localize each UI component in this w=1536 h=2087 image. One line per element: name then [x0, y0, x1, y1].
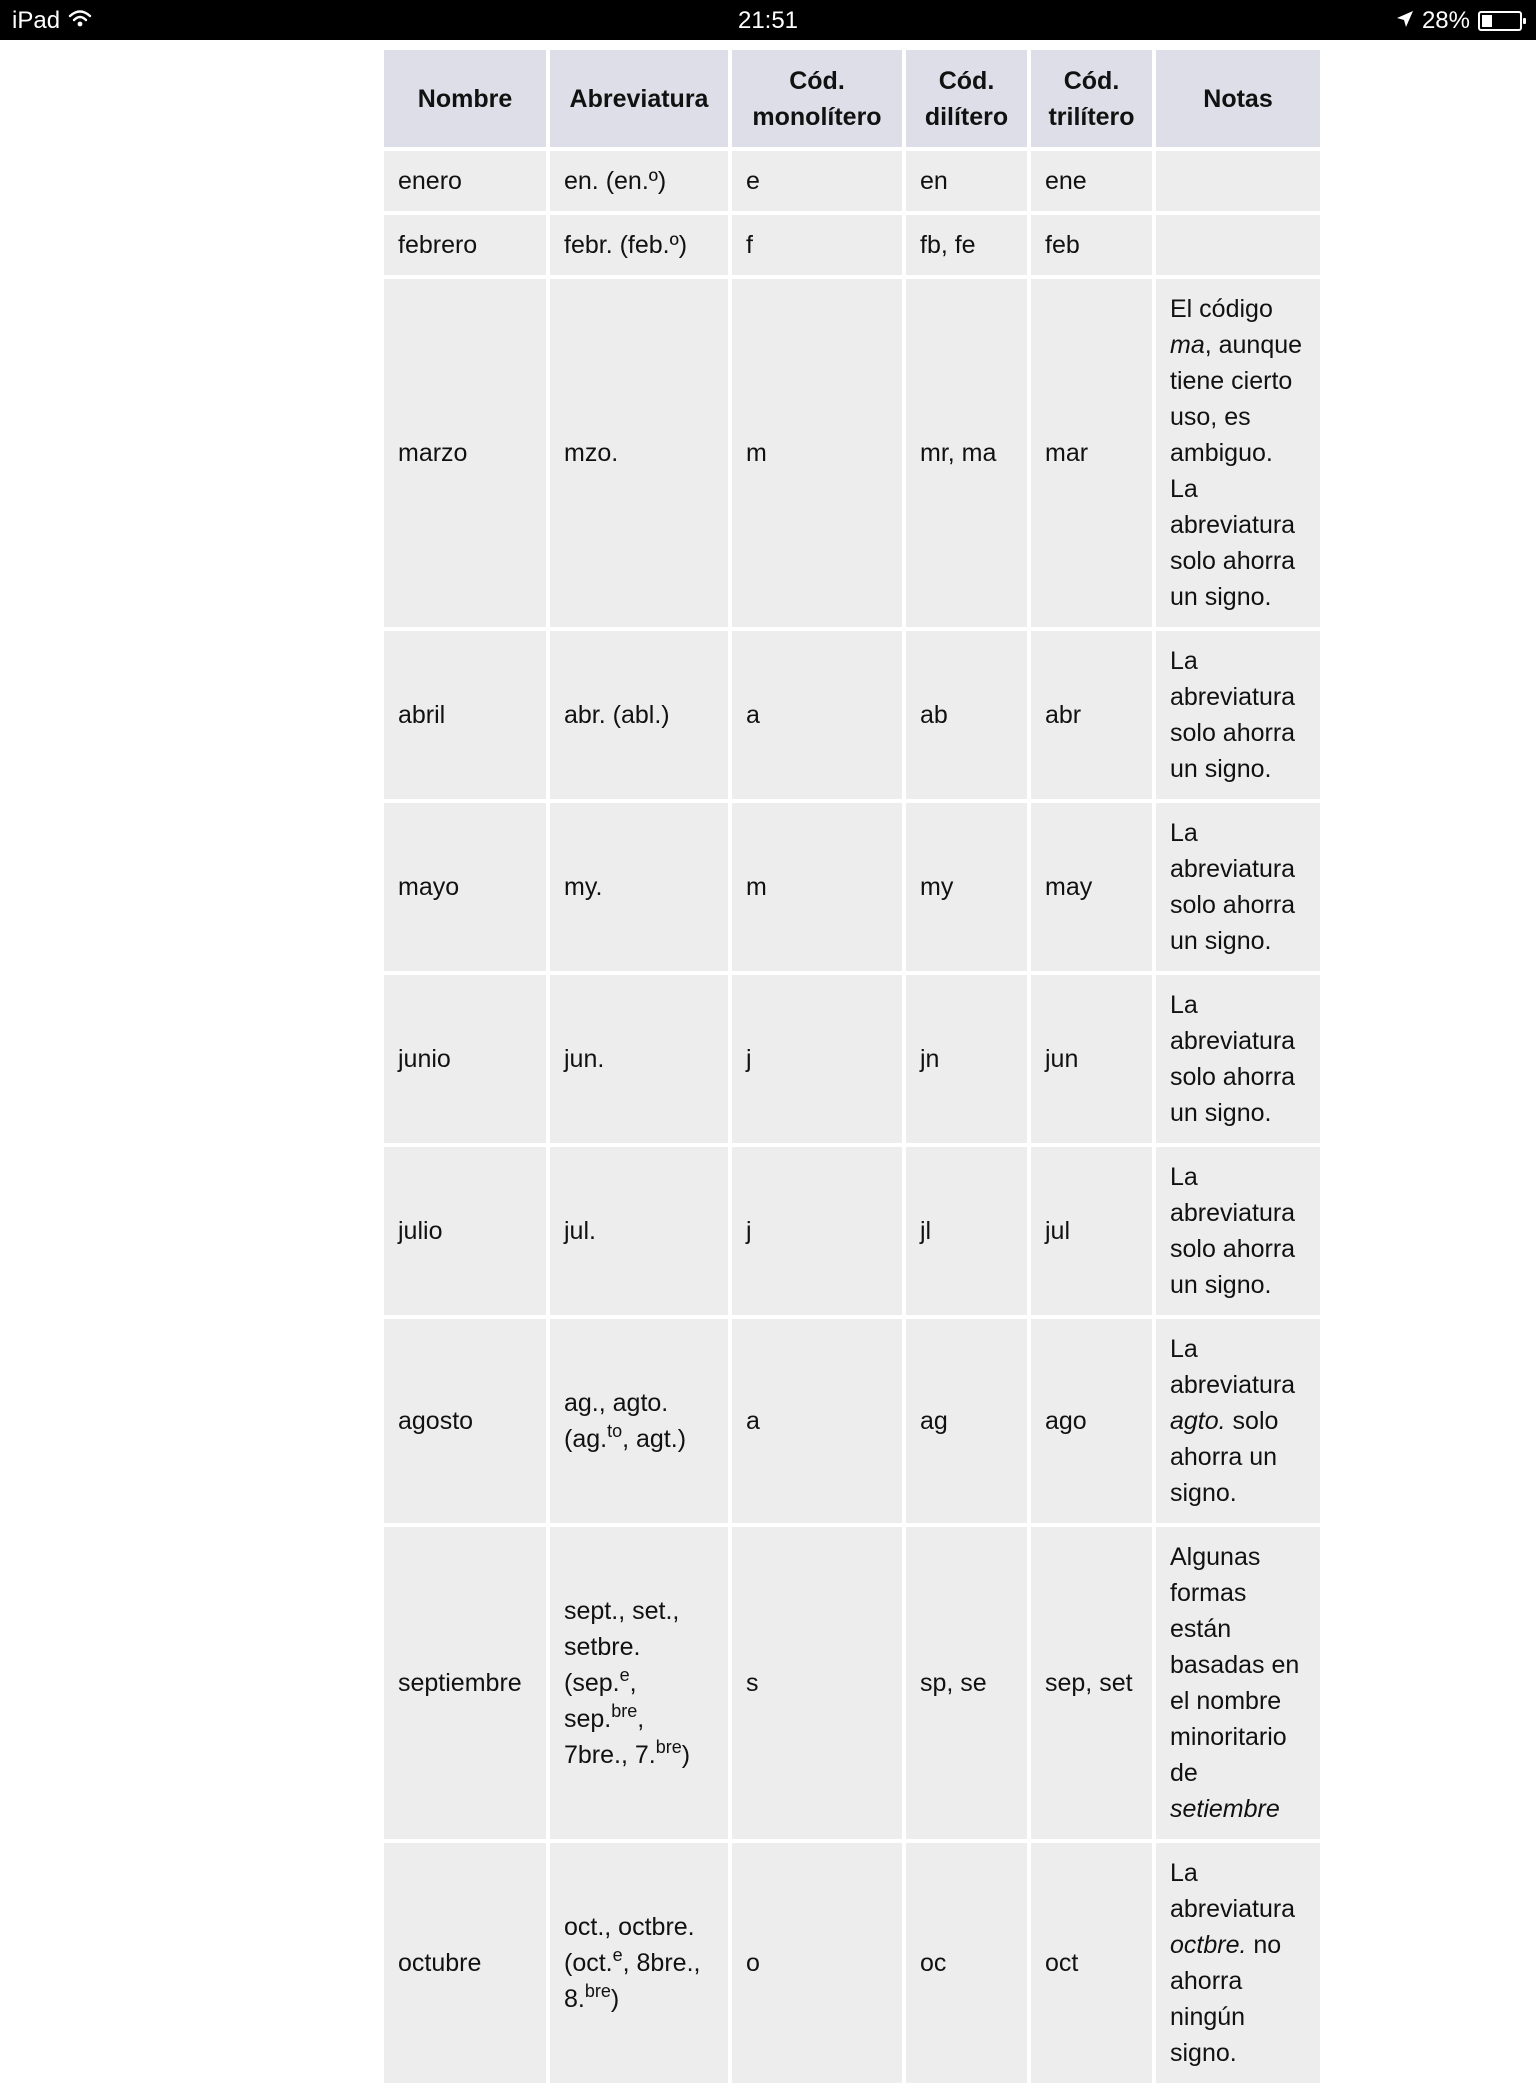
cell-dilitero: jn — [906, 975, 1027, 1143]
abbr-superscript: bre — [611, 1701, 638, 1721]
notes-text: La abreviatura — [1170, 1335, 1296, 1399]
cell-monolitero: s — [732, 1527, 902, 1839]
cell-nombre: junio — [384, 975, 546, 1143]
cell-dilitero: ag — [906, 1319, 1027, 1523]
cell-notas: La abreviatura solo ahorra un signo. — [1156, 631, 1320, 799]
cell-nombre: marzo — [384, 279, 546, 627]
header-cod-dilitero: Cód. dilítero — [906, 50, 1027, 147]
notes-text: El código — [1170, 295, 1273, 323]
abbr-text: ) — [681, 1741, 691, 1769]
header-notas: Notas — [1156, 50, 1320, 147]
cell-dilitero: jl — [906, 1147, 1027, 1315]
months-table — [380, 46, 1324, 2087]
cell-trilitero: jul — [1031, 1147, 1152, 1315]
cell-dilitero: ab — [906, 631, 1027, 799]
cell-dilitero: sp, se — [906, 1527, 1027, 1839]
notes-emphasis: octbre. — [1170, 1931, 1247, 1959]
table-row — [384, 151, 1320, 211]
cell-monolitero: j — [732, 975, 902, 1143]
cell-abreviatura: abr. (abl.) — [550, 631, 728, 799]
abbr-text: (oct. — [564, 1949, 613, 1977]
cell-trilitero: abr — [1031, 631, 1152, 799]
device-label: iPad — [12, 7, 61, 34]
battery-icon — [1478, 11, 1522, 31]
table-row — [384, 1527, 1320, 1839]
cell-notas — [1156, 1527, 1320, 1839]
cell-monolitero: f — [732, 215, 902, 275]
cell-abreviatura — [550, 1843, 728, 2083]
cell-notas — [1156, 151, 1320, 211]
header-nombre: Nombre — [384, 50, 546, 147]
table-row — [384, 631, 1320, 799]
months-table-container — [380, 46, 1318, 2087]
notes-emphasis: agto. — [1170, 1407, 1226, 1435]
table-row — [384, 279, 1320, 627]
table-row — [384, 1147, 1320, 1315]
abbr-superscript: bre — [584, 1981, 611, 2001]
abbr-text: (sep. — [564, 1669, 620, 1697]
cell-nombre: julio — [384, 1147, 546, 1315]
header-cod-trilitero: Cód. trilítero — [1031, 50, 1152, 147]
cell-monolitero: e — [732, 151, 902, 211]
cell-abreviatura: jun. — [550, 975, 728, 1143]
cell-notas — [1156, 1843, 1320, 2083]
cell-abreviatura — [550, 1527, 728, 1839]
cell-notas: La abreviatura solo ahorra un signo. — [1156, 803, 1320, 971]
location-arrow-icon — [1396, 7, 1414, 35]
table-row — [384, 1319, 1320, 1523]
abbr-text: oct., octbre. — [564, 1913, 695, 1941]
cell-monolitero: a — [732, 631, 902, 799]
cell-nombre: octubre — [384, 1843, 546, 2083]
cell-dilitero: fb, fe — [906, 215, 1027, 275]
abbr-superscript: bre — [655, 1737, 682, 1757]
cell-notas: La abreviatura solo ahorra un signo. — [1156, 1147, 1320, 1315]
abbr-text: , sep. — [564, 1669, 637, 1733]
header-cod-monolitero: Cód. monolítero — [732, 50, 902, 147]
table-row — [384, 975, 1320, 1143]
notes-text: , aunque tiene cierto uso, es ambiguo. La abreviatura solo ahorra un signo. — [1170, 331, 1303, 611]
header-abreviatura: Abreviatura — [550, 50, 728, 147]
cell-trilitero: sep, set — [1031, 1527, 1152, 1839]
table-row — [384, 803, 1320, 971]
cell-nombre: mayo — [384, 803, 546, 971]
abbr-text: sept., set., setbre. — [564, 1597, 680, 1661]
notes-emphasis: ma — [1170, 331, 1205, 359]
notes-emphasis: setiembre — [1170, 1795, 1280, 1823]
cell-nombre: septiembre — [384, 1527, 546, 1839]
cell-monolitero: m — [732, 803, 902, 971]
status-bar — [0, 0, 1536, 40]
cell-monolitero: o — [732, 1843, 902, 2083]
cell-trilitero: ago — [1031, 1319, 1152, 1523]
notes-text: solo ahorra un signo. — [1170, 1407, 1279, 1507]
abbr-text: , 7bre., 7. — [564, 1705, 656, 1769]
cell-dilitero: oc — [906, 1843, 1027, 2083]
abbr-superscript: e — [612, 1945, 623, 1965]
abbr-superscript: e — [619, 1665, 630, 1685]
battery-percentage: 28% — [1421, 7, 1470, 34]
cell-trilitero: mar — [1031, 279, 1152, 627]
abbr-text: (ag. — [564, 1425, 608, 1453]
cell-monolitero: m — [732, 279, 902, 627]
cell-nombre: agosto — [384, 1319, 546, 1523]
notes-text: La abreviatura — [1170, 1859, 1296, 1923]
cell-abreviatura: my. — [550, 803, 728, 971]
cell-nombre: abril — [384, 631, 546, 799]
cell-abreviatura: jul. — [550, 1147, 728, 1315]
cell-trilitero: feb — [1031, 215, 1152, 275]
cell-notas — [1156, 1319, 1320, 1523]
cell-abreviatura — [550, 1319, 728, 1523]
cell-dilitero: en — [906, 151, 1027, 211]
cell-monolitero: a — [732, 1319, 902, 1523]
abbr-text: , 8bre., 8. — [564, 1949, 701, 2013]
cell-trilitero: ene — [1031, 151, 1152, 211]
cell-dilitero: my — [906, 803, 1027, 971]
abbr-superscript: to — [607, 1421, 623, 1441]
cell-notas — [1156, 279, 1320, 627]
cell-abreviatura: febr. (feb.º) — [550, 215, 728, 275]
cell-trilitero: may — [1031, 803, 1152, 971]
cell-abreviatura: mzo. — [550, 279, 728, 627]
cell-dilitero: mr, ma — [906, 279, 1027, 627]
abbr-text: , agt.) — [622, 1425, 687, 1453]
cell-notas — [1156, 215, 1320, 275]
notes-text: no ahorra ningún signo. — [1170, 1931, 1282, 2067]
notes-text: Algunas formas están basadas en el nombre minoritario de — [1170, 1543, 1300, 1787]
cell-monolitero: j — [732, 1147, 902, 1315]
cell-trilitero: jun — [1031, 975, 1152, 1143]
table-row — [384, 1843, 1320, 2083]
cell-trilitero: oct — [1031, 1843, 1152, 2083]
cell-abreviatura: en. (en.º) — [550, 151, 728, 211]
table-header-row — [384, 50, 1320, 147]
abbr-text: ag., agto. — [564, 1389, 669, 1417]
cell-nombre: enero — [384, 151, 546, 211]
cell-nombre: febrero — [384, 215, 546, 275]
abbr-text: ) — [610, 1985, 620, 2013]
clock: 21:51 — [737, 7, 799, 34]
table-row — [384, 215, 1320, 275]
cell-notas: La abreviatura solo ahorra un signo. — [1156, 975, 1320, 1143]
